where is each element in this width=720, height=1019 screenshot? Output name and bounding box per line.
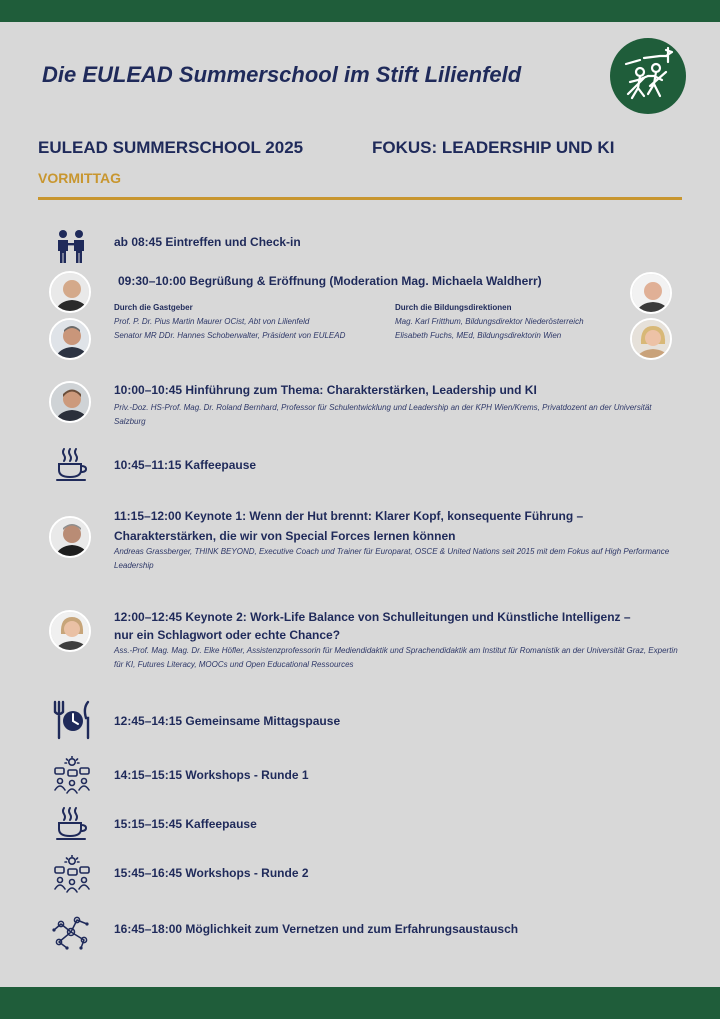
speaker-photo-hoefler bbox=[49, 610, 91, 652]
section-label: VORMITTAG bbox=[38, 170, 121, 186]
agenda-item-keynote-1: 11:15–12:00 Keynote 1: Wenn der Hut brennt: Klarer Kopf, konsequente Führung – bbox=[114, 509, 584, 523]
agenda-item-keynote-2-desc: Ass.-Prof. Mag. Mag. Dr. Elke Höfler, Assistenzprofessorin für Mediendidaktik und Sprachendidaktik am Institut für Romanistik an der Universität Graz, Expertin für KI, Futures Literacy, MOOCs und Open Educational Ressources bbox=[114, 646, 678, 669]
hosts-left-line: Prof. P. Dr. Pius Martin Maurer OCist, Abt von Lilienfeld bbox=[114, 317, 310, 326]
network-icon bbox=[51, 912, 91, 952]
agenda-item-keynote-1-line2: Charakterstärken, die wir von Special Forces lernen können bbox=[114, 529, 456, 543]
speaker-photo-president bbox=[49, 318, 91, 360]
agenda-item-workshop-1: 14:15–15:15 Workshops - Runde 1 bbox=[114, 768, 309, 782]
agenda-item-coffee-2: 15:15–15:45 Kaffeepause bbox=[114, 817, 257, 831]
event-focus: FOKUS: LEADERSHIP UND KI bbox=[372, 138, 615, 157]
speaker-photo-grassberger bbox=[49, 516, 91, 558]
hosts-left-line: Senator MR DDr. Hannes Schoberwalter, Präsident von EULEAD bbox=[114, 331, 346, 340]
top-band bbox=[0, 0, 720, 22]
speaker-photo-bildungsdirektor-noe bbox=[630, 272, 672, 314]
hosts-right-line: Elisabeth Fuchs, MEd, Bildungsdirektorin Wien bbox=[395, 331, 562, 340]
speaker-photo-abbot bbox=[49, 271, 91, 313]
summerschool-logo bbox=[610, 38, 686, 114]
speaker-photo-bernhard bbox=[49, 381, 91, 423]
page-title: Die EULEAD Summerschool im Stift Lilienfeld bbox=[42, 62, 522, 87]
agenda-item-keynote-2: 12:00–12:45 Keynote 2: Work-Life Balance von Schulleitungen und Künstliche Intelligenz – bbox=[114, 610, 631, 624]
agenda-item-intro: 10:00–10:45 Hinführung zum Thema: Charakterstärken, Leadership und KI bbox=[114, 383, 537, 397]
coffee-cup-icon bbox=[54, 805, 90, 841]
agenda-item-checkin: ab 08:45 Eintreffen und Check-in bbox=[114, 235, 301, 249]
lunch-clock-icon bbox=[51, 699, 93, 741]
workshop-icon bbox=[52, 756, 92, 796]
agenda-item-opening: 09:30–10:00 Begrüßung & Eröffnung (Moderation Mag. Michaela Waldherr) bbox=[118, 274, 542, 288]
hosts-left-heading: Durch die Gastgeber bbox=[114, 303, 193, 312]
agenda-item-networking: 16:45–18:00 Möglichkeit zum Vernetzen und zum Erfahrungsaustausch bbox=[114, 922, 519, 936]
workshop-icon bbox=[52, 855, 92, 895]
agenda-item-intro-desc: Priv.-Doz. HS-Prof. Mag. Dr. Roland Bernhard, Professor für Schulentwicklung und Leadership an der KPH Wien/Krems, Privatdozent an der Universität Salzburg bbox=[114, 403, 652, 426]
coffee-cup-icon bbox=[54, 446, 90, 482]
speaker-photo-bildungsdirektorin-wien bbox=[630, 318, 672, 360]
people-icon bbox=[55, 229, 87, 263]
agenda-item-workshop-2: 15:45–16:45 Workshops - Runde 2 bbox=[114, 866, 309, 880]
agenda-item-keynote-2-line2: nur ein Schlagwort oder echte Chance? bbox=[114, 628, 341, 642]
agenda-item-lunch: 12:45–14:15 Gemeinsame Mittagspause bbox=[114, 714, 341, 728]
agenda-item-keynote-1-desc: Andreas Grassberger, THINK BEYOND, Executive Coach und Trainer für Europarat, OSCE & United Nations seit 2015 mit dem Fokus auf High Performance Leadership bbox=[114, 547, 670, 570]
agenda-item-coffee-1: 10:45–11:15 Kaffeepause bbox=[114, 458, 257, 472]
event-name: EULEAD SUMMERSCHOOL 2025 bbox=[38, 138, 304, 157]
hosts-right-heading: Durch die Bildungsdirektionen bbox=[395, 303, 512, 312]
bottom-band bbox=[0, 987, 720, 1019]
divider-rule bbox=[38, 197, 682, 200]
hosts-right-line: Mag. Karl Fritthum, Bildungsdirektor Niederösterreich bbox=[395, 317, 584, 326]
